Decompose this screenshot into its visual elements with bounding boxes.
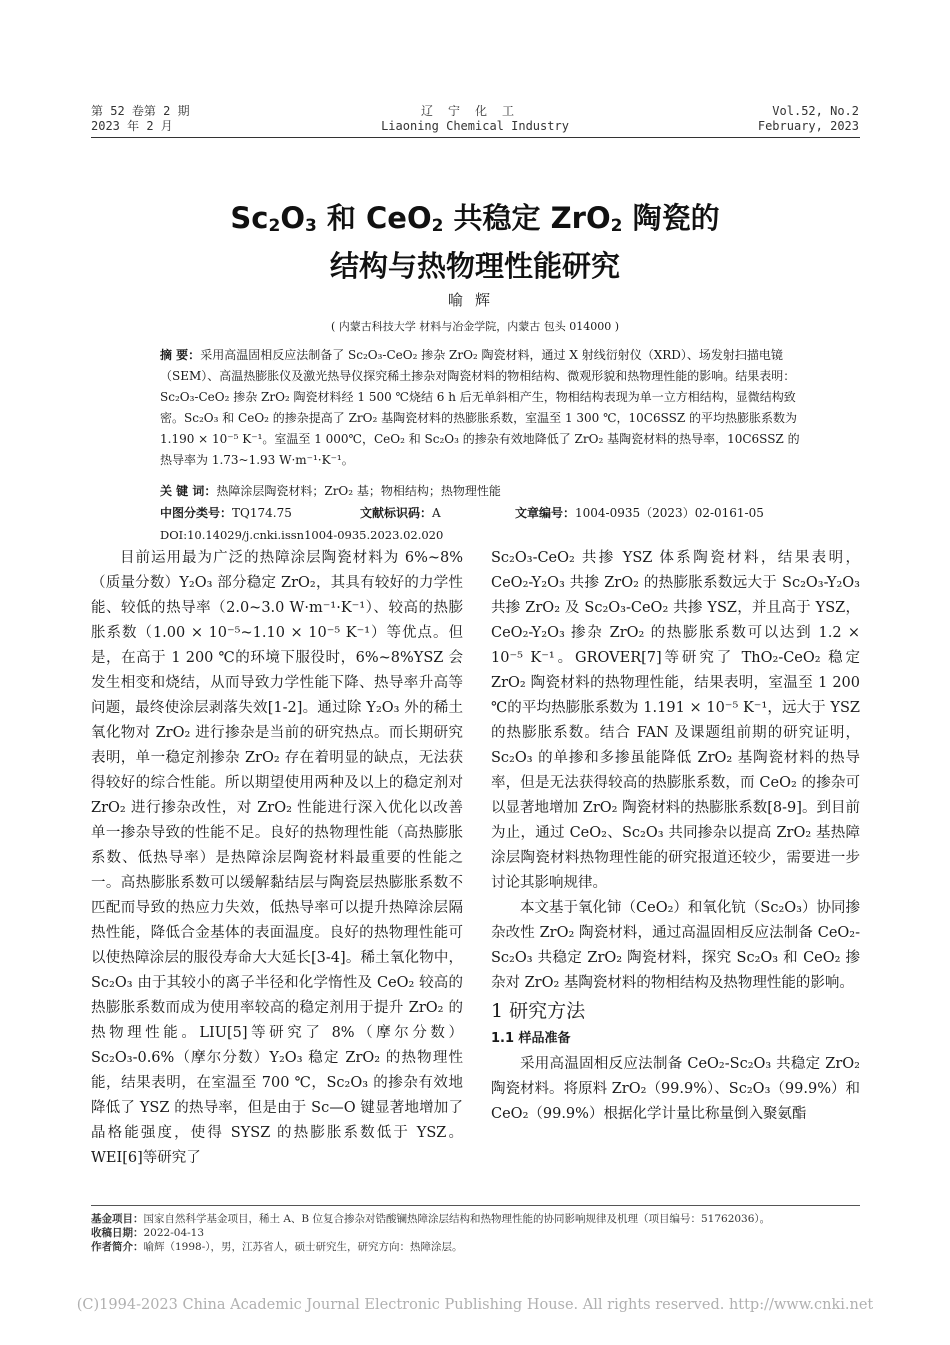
- intro-paragraph-2: 本文基于氧化铈（CeO₂）和氧化钪（Sc₂O₃）协同掺杂改性 ZrO₂ 陶瓷材料，通过高温固相反应法制备 CeO₂-Sc₂O₃ 共稳定 ZrO₂ 陶瓷材料，探究 Sc₂O₃ 和 CeO₂ 掺杂对 ZrO₂ 基陶瓷材料的物相结构及热物理性能的影响。: [491, 900, 860, 991]
- keywords: [160, 481, 800, 502]
- title-line-2: 结构与热物理性能研究: [329, 249, 620, 283]
- clc-code: TQ174.75: [232, 506, 292, 520]
- intro-paragraph-continued: Sc₂O₃-CeO₂ 共掺 YSZ 体系陶瓷材料，结果表明，CeO₂-Y₂O₃ 共掺 ZrO₂ 的热膨胀系数远大于 Sc₂O₃-Y₂O₃ 共掺 ZrO₂ 及 Sc₂O₃-CeO₂ 共掺 YSZ，并且高于 YSZ，CeO₂-Y₂O₃ 掺杂 ZrO₂ 的热膨胀系数可以达到 1.2 × 10⁻⁵ K⁻¹。GROVER[7]等研究了 ThO₂-CeO₂ 稳定 ZrO₂ 陶瓷材料的热物理性能，结果表明，室温至 1 200 ℃的平均热膨胀系数为 1.191 × 10⁻⁵ K⁻¹，远大于 YSZ 的热膨胀系数。结合 FAN 及课题组前期的研究证明，Sc₂O₃ 的单掺和多掺虽能降低 ZrO₂ 基陶瓷材料的热导率，但是无法获得较高的热膨胀系数，而 CeO₂ 的掺杂可以显著地增加 ZrO₂ 陶瓷材料的热膨胀系数[8-9]。到目前为止，通过 CeO₂、Sc₂O₃ 共同掺杂以提高 ZrO₂ 基热障涂层陶瓷材料热物理性能的研究报道还较少，需要进一步讨论其影响规律。: [491, 550, 860, 891]
- journal-issue-en: [758, 104, 859, 134]
- body-left-column: [91, 546, 463, 1171]
- paper-title: [0, 198, 950, 286]
- footnote-fund: [91, 1212, 871, 1226]
- keywords-label: 关 键 词：: [160, 484, 217, 498]
- header-rule: [91, 137, 860, 138]
- subsection-heading-1-1: 1.1 样品准备: [491, 1031, 571, 1046]
- author-bio-text: 喻辉（1998-），男，江苏省人，硕士研究生，研究方向：热障涂层。: [143, 1241, 463, 1253]
- doc-code-label: 文献标识码：: [360, 506, 433, 520]
- method-paragraph-1: 采用高温固相反应法制备 CeO₂-Sc₂O₃ 共稳定 ZrO₂ 陶瓷材料。将原料 ZrO₂（99.9%）、Sc₂O₃（99.9%）和 CeO₂（99.9%）根据化学计量比称量倒入聚氨酯: [491, 1056, 860, 1122]
- issue-date-cn: 2023 年 2 月: [91, 119, 173, 133]
- section-heading-1: 1 研究方法: [491, 1000, 586, 1022]
- article-number: 1004-0935（2023）02-0161-05: [575, 506, 764, 520]
- author-name: 喻辉: [447, 291, 502, 309]
- article-number-label: 文章编号：: [515, 506, 576, 520]
- doc-code: A: [432, 506, 441, 520]
- journal-name-cn: 辽宁化工: [420, 104, 529, 118]
- author-bio-label: 作者简介：: [91, 1241, 144, 1253]
- intro-paragraph-1: 目前运用最为广泛的热障涂层陶瓷材料为 6%~8%（质量分数）Y₂O₃ 部分稳定 ZrO₂，其具有较好的力学性能、较低的热导率（2.0~3.0 W·m⁻¹·K⁻¹）、较高的热膨胀系数（1.00 × 10⁻⁵~1.10 × 10⁻⁵ K⁻¹）等优点。但是，在高于 1 200 ℃的环境下服役时，6%~8%YSZ 会发生相变和烧结，从而导致力学性能下降、热导率升高等问题，最终使涂层剥落失效[1-2]。通过除 Y₂O₃ 外的稀土氧化物对 ZrO₂ 进行掺杂是当前的研究热点。而长期研究表明，单一稳定剂掺杂 ZrO₂ 存在着明显的缺点，无法获得较好的综合性能。所以期望使用两种及以上的稳定剂对 ZrO₂ 进行掺杂改性，对 ZrO₂ 性能进行深入优化以改善单一掺杂导致的性能不足。良好的热物理性能（高热膨胀系数、低热导率）是热障涂层陶瓷材料最重要的性能之一。高热膨胀系数可以缓解黏结层与陶瓷层热膨胀系数不匹配而导致的热应力失效，低热导率可以提升热障涂层隔热性能，降低合金基体的表面温度。良好的热物理性能可以使热障涂层的服役寿命大大延长[3-4]。稀土氧化物中，Sc₂O₃ 由于其较小的离子半径和化学惰性及 CeO₂ 较高的热膨胀系数而成为使用率较高的稳定剂用于提升 ZrO₂ 的热物理性能。LIU[5]等研究了 8%（摩尔分数）Sc₂O₃-0.6%（摩尔分数）Y₂O₃ 稳定 ZrO₂ 的热物理性能，结果表明，在室温至 700 ℃，Sc₂O₃ 的掺杂有效地降低了 YSZ 的热导率，但是由于 Sc—O 键显著地增加了晶格能强度，使得 SYSZ 的热膨胀系数低于 YSZ。WEI[6]等研究了: [91, 550, 463, 1166]
- clc-label: 中图分类号：: [160, 506, 233, 520]
- volume-number-en: Vol.52, No.2: [772, 104, 859, 118]
- abstract-label: 摘 要：: [160, 348, 201, 362]
- footnote-rule: [91, 1205, 860, 1206]
- title-line-1: $Sc_2O_3$ 和 CeO$_2$ 共稳定 ZrO$_2$ 陶瓷的: [230, 201, 720, 236]
- doi: DOI:10.14029/j.cnki.issn1004-0935.2023.02.020: [160, 528, 444, 542]
- received-date: 2022-04-13: [143, 1227, 205, 1239]
- author-affiliation: ( 内蒙古科技大学 材料与冶金学院，内蒙古 包头 014000 ): [330, 320, 620, 333]
- body-right-column: [491, 546, 860, 1127]
- copyright-watermark: (C)1994-2023 China Academic Journal Electronic Publishing House. All rights reserved. http://www.cnki.net: [76, 1297, 874, 1313]
- fund-label: 基金项目：: [91, 1213, 144, 1225]
- volume-issue: 第 52 卷第 2 期: [91, 104, 190, 118]
- classification-row: [160, 503, 800, 524]
- abstract-text: 采用高温固相反应法制备了 Sc₂O₃-CeO₂ 掺杂 ZrO₂ 陶瓷材料，通过 X 射线衍射仪（XRD）、场发射扫描电镜（SEM）、高温热膨胀仪及激光热导仪探究稀土掺杂对陶瓷材料的物相结构、微观形貌和热物理性能的影响。结果表明：Sc₂O₃-CeO₂ 掺杂 ZrO₂ 陶瓷材料经 1 500 ℃烧结 6 h 后无单斜相产生，物相结构表现为单一立方相结构，显微结构致密。Sc₂O₃ 和 CeO₂ 的掺杂提高了 ZrO₂ 基陶瓷材料的热膨胀系数，室温至 1 300 ℃，10C6SSZ 的平均热膨胀系数为 1.190 × 10⁻⁵ K⁻¹。室温至 1 000℃，CeO₂ 和 Sc₂O₃ 的掺杂有效地降低了 ZrO₂ 基陶瓷材料的热导率，10C6SSZ 的热导率为 1.73~1.93 W·m⁻¹·K⁻¹。: [160, 348, 800, 467]
- journal-name-en: Liaoning Chemical Industry: [381, 119, 569, 133]
- footnote-author-bio: [91, 1240, 871, 1254]
- abstract: [160, 345, 800, 471]
- received-label: 收稿日期：: [91, 1227, 144, 1239]
- issue-date-en: February, 2023: [757, 119, 859, 133]
- footnote-received: [91, 1226, 871, 1240]
- keywords-text: 热障涂层陶瓷材料；ZrO₂ 基；物相结构；热物理性能: [216, 484, 501, 498]
- fund-text: 国家自然科学基金项目，稀土 A、B 位复合掺杂对锆酸镧热障涂层结构和热物理性能的协同影响规律及机理（项目编号：51762036）。: [143, 1213, 771, 1225]
